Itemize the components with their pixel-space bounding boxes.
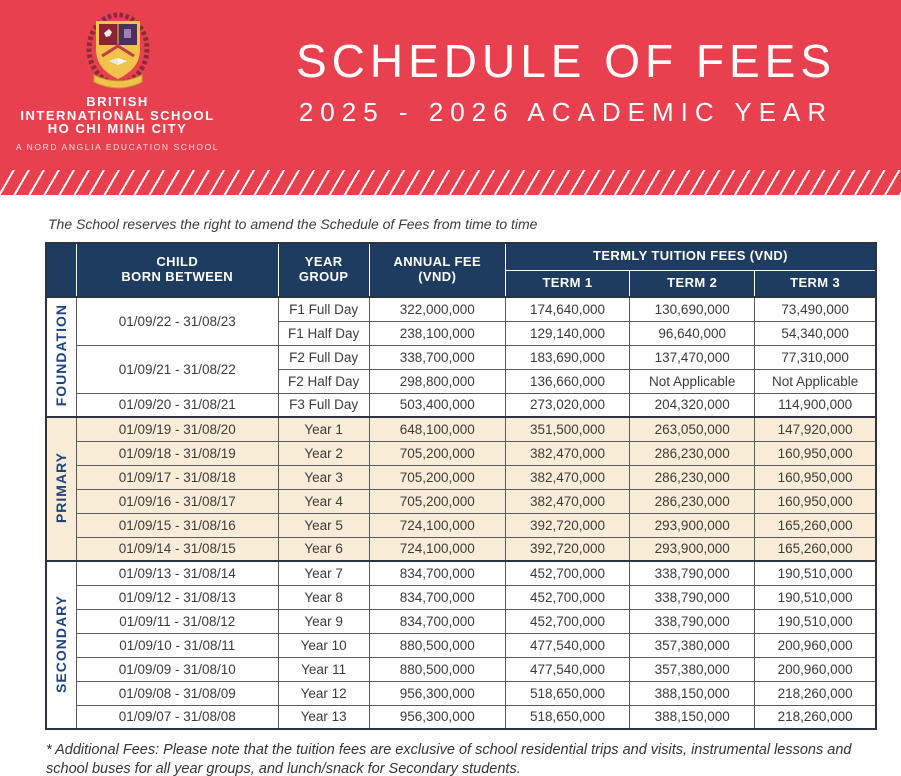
cell-term-3: 200,960,000 xyxy=(755,633,876,657)
header-termly-fees: TERMLY TUITION FEES (VND) xyxy=(505,243,876,270)
cell-term-1: 452,700,000 xyxy=(505,561,629,585)
cell-term-2: 338,790,000 xyxy=(630,609,755,633)
table-header-row xyxy=(46,243,876,270)
cell-annual-fee: 834,700,000 xyxy=(369,609,505,633)
header-text: GROUP xyxy=(298,269,349,284)
cell-annual-fee: 322,000,000 xyxy=(369,297,505,321)
cell-annual-fee: 338,700,000 xyxy=(369,345,505,369)
cell-born-between: 01/09/21 - 31/08/22 xyxy=(76,345,278,393)
cell-born-between: 01/09/13 - 31/08/14 xyxy=(76,561,278,585)
cell-year-group: Year 6 xyxy=(278,537,369,561)
cell-term-3: 190,510,000 xyxy=(755,561,876,585)
group-label-text: FOUNDATION xyxy=(53,304,70,407)
fees-table xyxy=(45,242,877,730)
cell-term-3: 200,960,000 xyxy=(755,657,876,681)
cell-annual-fee: 724,100,000 xyxy=(369,537,505,561)
cell-year-group: Year 4 xyxy=(278,489,369,513)
cell-term-3: 73,490,000 xyxy=(755,297,876,321)
cell-born-between: 01/09/07 - 31/08/08 xyxy=(76,705,278,729)
cell-annual-fee: 705,200,000 xyxy=(369,441,505,465)
page-banner xyxy=(0,0,901,170)
cell-term-2: 286,230,000 xyxy=(630,465,755,489)
cell-term-1: 351,500,000 xyxy=(505,417,629,441)
cell-term-3: 165,260,000 xyxy=(755,537,876,561)
header-term-2: TERM 2 xyxy=(630,270,755,297)
cell-year-group: Year 3 xyxy=(278,465,369,489)
cell-born-between: 01/09/19 - 31/08/20 xyxy=(76,417,278,441)
group-label-text: SECONDARY xyxy=(53,594,70,693)
fee-row xyxy=(46,633,876,657)
cell-term-3: 190,510,000 xyxy=(755,585,876,609)
fee-row xyxy=(46,345,876,369)
group-label-foundation xyxy=(46,297,76,417)
cell-term-2: 388,150,000 xyxy=(630,705,755,729)
school-tagline: A NORD ANGLIA EDUCATION SCHOOL xyxy=(15,141,220,152)
cell-term-1: 382,470,000 xyxy=(505,441,629,465)
cell-term-2: 263,050,000 xyxy=(630,417,755,441)
cell-year-group: Year 13 xyxy=(278,705,369,729)
cell-year-group: Year 10 xyxy=(278,633,369,657)
cell-term-2: 293,900,000 xyxy=(630,537,755,561)
cell-born-between: 01/09/11 - 31/08/12 xyxy=(76,609,278,633)
cell-term-2: 338,790,000 xyxy=(630,561,755,585)
cell-term-1: 129,140,000 xyxy=(505,321,629,345)
cell-term-1: 174,640,000 xyxy=(505,297,629,321)
cell-born-between: 01/09/16 - 31/08/17 xyxy=(76,489,278,513)
header-text: BORN BETWEEN xyxy=(121,269,234,284)
header-annual-fee xyxy=(369,243,505,297)
cell-year-group: F1 Half Day xyxy=(278,321,369,345)
fee-row xyxy=(46,417,876,441)
fee-row xyxy=(46,465,876,489)
school-brand xyxy=(0,0,235,152)
cell-born-between: 01/09/18 - 31/08/19 xyxy=(76,441,278,465)
header-text: YEAR xyxy=(304,254,343,270)
cell-term-1: 273,020,000 xyxy=(505,393,629,417)
cell-year-group: Year 1 xyxy=(278,417,369,441)
cell-year-group: Year 2 xyxy=(278,441,369,465)
cell-term-2: 388,150,000 xyxy=(630,681,755,705)
cell-term-1: 452,700,000 xyxy=(505,585,629,609)
fee-row xyxy=(46,585,876,609)
cell-born-between: 01/09/08 - 31/08/09 xyxy=(76,681,278,705)
cell-year-group: F2 Half Day xyxy=(278,369,369,393)
school-name-line: BRITISH xyxy=(86,94,149,109)
fee-row xyxy=(46,297,876,321)
fee-row xyxy=(46,705,876,729)
cell-annual-fee: 724,100,000 xyxy=(369,513,505,537)
cell-born-between: 01/09/17 - 31/08/18 xyxy=(76,465,278,489)
school-crest-icon xyxy=(82,9,154,89)
cell-annual-fee: 834,700,000 xyxy=(369,561,505,585)
cell-born-between: 01/09/10 - 31/08/11 xyxy=(76,633,278,657)
cell-term-2: 96,640,000 xyxy=(630,321,755,345)
cell-annual-fee: 956,300,000 xyxy=(369,681,505,705)
cell-term-2: 286,230,000 xyxy=(630,441,755,465)
cell-year-group: F1 Full Day xyxy=(278,297,369,321)
header-text: ANNUAL FEE xyxy=(393,254,482,270)
cell-annual-fee: 648,100,000 xyxy=(369,417,505,441)
cell-term-1: 518,650,000 xyxy=(505,681,629,705)
cell-born-between: 01/09/22 - 31/08/23 xyxy=(76,297,278,345)
cell-term-2: 286,230,000 xyxy=(630,489,755,513)
cell-term-3: 147,920,000 xyxy=(755,417,876,441)
cell-term-2: 293,900,000 xyxy=(630,513,755,537)
cell-term-2: 357,380,000 xyxy=(630,633,755,657)
cell-term-3: 160,950,000 xyxy=(755,441,876,465)
cell-year-group: Year 5 xyxy=(278,513,369,537)
group-label-primary xyxy=(46,417,76,561)
cell-term-3: 160,950,000 xyxy=(755,465,876,489)
cell-term-1: 392,720,000 xyxy=(505,513,629,537)
cell-year-group: F3 Full Day xyxy=(278,393,369,417)
cell-term-2: 357,380,000 xyxy=(630,657,755,681)
cell-annual-fee: 834,700,000 xyxy=(369,585,505,609)
cell-term-3: 160,950,000 xyxy=(755,489,876,513)
header-text: CHILD xyxy=(156,254,199,270)
cell-annual-fee: 503,400,000 xyxy=(369,393,505,417)
group-label-secondary xyxy=(46,561,76,729)
cell-annual-fee: 956,300,000 xyxy=(369,705,505,729)
group-column-header xyxy=(46,243,76,297)
cell-term-2: 137,470,000 xyxy=(630,345,755,369)
cell-born-between: 01/09/15 - 31/08/16 xyxy=(76,513,278,537)
cell-term-2: 130,690,000 xyxy=(630,297,755,321)
header-term-1: TERM 1 xyxy=(505,270,629,297)
cell-term-1: 452,700,000 xyxy=(505,609,629,633)
school-name-line: INTERNATIONAL SCHOOL xyxy=(20,107,215,123)
cell-term-2: 338,790,000 xyxy=(630,585,755,609)
cell-term-3: 190,510,000 xyxy=(755,609,876,633)
cell-year-group: Year 11 xyxy=(278,657,369,681)
fee-row xyxy=(46,657,876,681)
cell-annual-fee: 880,500,000 xyxy=(369,633,505,657)
cell-term-2: Not Applicable xyxy=(630,369,755,393)
title-block xyxy=(235,0,901,128)
fee-row xyxy=(46,441,876,465)
diagonal-stripes-divider xyxy=(0,170,901,195)
cell-term-3: 77,310,000 xyxy=(755,345,876,369)
cell-term-1: 392,720,000 xyxy=(505,537,629,561)
cell-term-3: 218,260,000 xyxy=(755,705,876,729)
cell-term-1: 477,540,000 xyxy=(505,633,629,657)
fee-row xyxy=(46,561,876,585)
additional-fees-note: * Additional Fees: Please note that the tuition fees are exclusive of school residential trips and visits, instrumental lessons and school buses for all year groups, and lunch/snack for Secondary students. xyxy=(46,742,852,776)
cell-year-group: F2 Full Day xyxy=(278,345,369,369)
group-label-text: PRIMARY xyxy=(53,451,70,524)
cell-born-between: 01/09/20 - 31/08/21 xyxy=(76,393,278,417)
cell-annual-fee: 705,200,000 xyxy=(369,489,505,513)
cell-term-3: Not Applicable xyxy=(755,369,876,393)
cell-term-3: 54,340,000 xyxy=(755,321,876,345)
header-child-born-between xyxy=(76,243,278,297)
cell-term-1: 183,690,000 xyxy=(505,345,629,369)
fee-row xyxy=(46,489,876,513)
fee-row xyxy=(46,513,876,537)
school-name-line: HO CHI MINH CITY xyxy=(47,121,188,136)
fee-row xyxy=(46,393,876,417)
cell-annual-fee: 705,200,000 xyxy=(369,465,505,489)
header-year-group xyxy=(278,243,369,297)
cell-term-2: 204,320,000 xyxy=(630,393,755,417)
cell-year-group: Year 7 xyxy=(278,561,369,585)
cell-annual-fee: 298,800,000 xyxy=(369,369,505,393)
cell-year-group: Year 12 xyxy=(278,681,369,705)
cell-born-between: 01/09/12 - 31/08/13 xyxy=(76,585,278,609)
cell-term-1: 382,470,000 xyxy=(505,465,629,489)
cell-term-1: 382,470,000 xyxy=(505,489,629,513)
cell-term-3: 218,260,000 xyxy=(755,681,876,705)
cell-term-1: 477,540,000 xyxy=(505,657,629,681)
header-text: (VND) xyxy=(418,269,457,284)
fee-row xyxy=(46,681,876,705)
page-title: SCHEDULE OF FEES xyxy=(295,35,837,87)
header-term-3: TERM 3 xyxy=(755,270,876,297)
cell-annual-fee: 880,500,000 xyxy=(369,657,505,681)
cell-year-group: Year 9 xyxy=(278,609,369,633)
cell-annual-fee: 238,100,000 xyxy=(369,321,505,345)
cell-term-1: 518,650,000 xyxy=(505,705,629,729)
cell-year-group: Year 8 xyxy=(278,585,369,609)
cell-term-3: 165,260,000 xyxy=(755,513,876,537)
cell-born-between: 01/09/14 - 31/08/15 xyxy=(76,537,278,561)
amendment-note: The School reserves the right to amend the Schedule of Fees from time to time xyxy=(48,216,538,232)
fee-row xyxy=(46,537,876,561)
cell-term-3: 114,900,000 xyxy=(755,393,876,417)
cell-term-1: 136,660,000 xyxy=(505,369,629,393)
fee-row xyxy=(46,609,876,633)
page-subtitle: 2025 - 2026 ACADEMIC YEAR xyxy=(298,96,834,127)
cell-born-between: 01/09/09 - 31/08/10 xyxy=(76,657,278,681)
